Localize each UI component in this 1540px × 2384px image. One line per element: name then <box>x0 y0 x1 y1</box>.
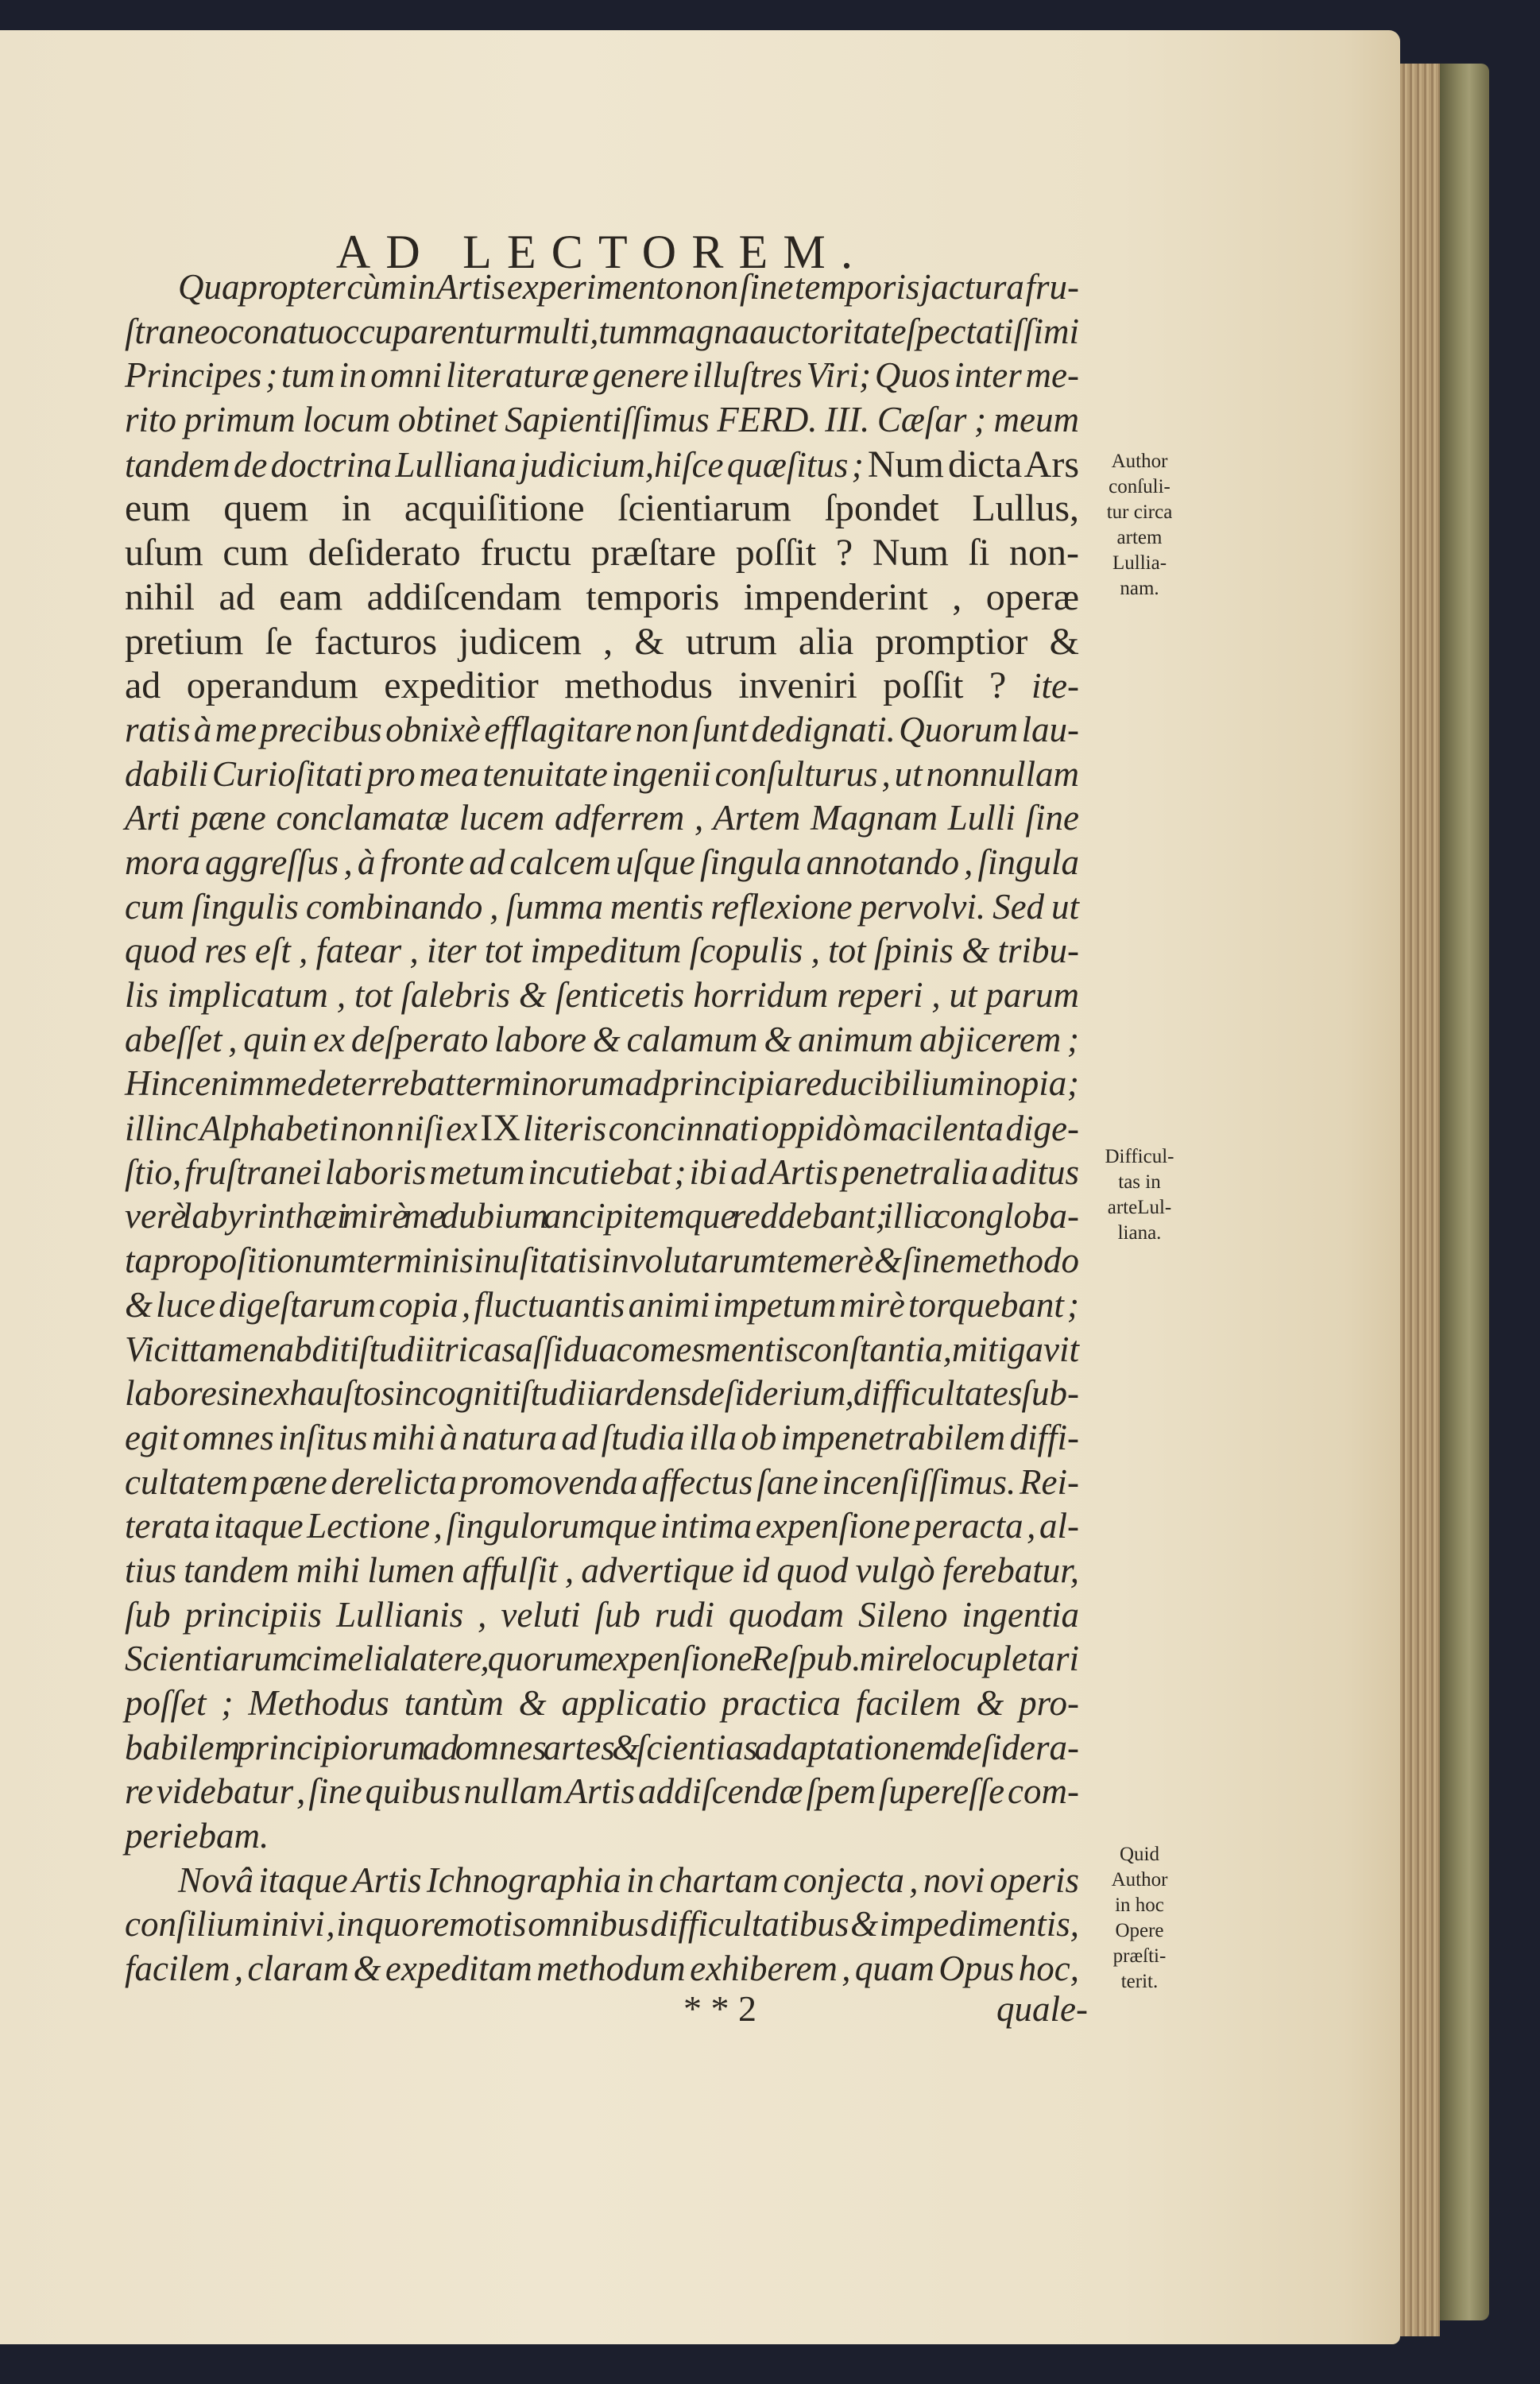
text-line <box>125 354 1079 398</box>
text-line <box>125 973 1079 1018</box>
text-segment: verè labyrinthæi mirè me dubium ancipitemque reddebant; illic congloba- <box>125 1196 1079 1237</box>
margin-note-line: Author <box>1111 1869 1168 1891</box>
text-segment: ite- <box>1006 666 1080 706</box>
margin-note-line: Quid <box>1120 1844 1159 1865</box>
text-line-content <box>125 1947 1079 1999</box>
text-line <box>125 1062 1079 1106</box>
text-line <box>125 796 1079 841</box>
text-segment: periebam. <box>125 1816 269 1856</box>
text-line <box>125 1770 1079 1814</box>
margin-note-line: in hoc <box>1115 1894 1164 1916</box>
book-binding <box>1440 64 1489 2320</box>
text-segment: Hinc enim me deterrebat terminorum ad principia reducibilium inopia ; <box>125 1063 1079 1104</box>
text-segment: nihil ad eam addiſcendam temporis impenderint , operæ <box>125 575 1079 618</box>
text-line <box>125 531 1079 575</box>
text-segment: terata itaque Lectione , ſingulorumque intima expenſione peracta , al- <box>125 1506 1079 1546</box>
text-segment: uſum cum deſiderato fructu præſtare poſſit ? Num ſi non- <box>125 532 1079 575</box>
text-segment: Num dicta Ars <box>863 443 1079 486</box>
text-segment: ta propoſitionum terminis inuſitatis involutarum temerè & ſine methodo <box>125 1240 1079 1281</box>
body-text <box>125 265 1079 1991</box>
text-line <box>125 1239 1079 1283</box>
text-line <box>125 1416 1079 1461</box>
text-line <box>125 1902 1079 1947</box>
text-segment: quod res eſt , fatear , iter tot impeditum ſcopulis , tot ſpinis & tribu- <box>125 931 1079 971</box>
text-line <box>125 1726 1079 1771</box>
text-segment: ad operandum expeditior methodus inveniri poſſit ? <box>125 664 1007 707</box>
margin-note-line: Difficul- <box>1105 1146 1174 1167</box>
text-segment: babilem principiorum ad omnes artes & ſcientias adaptationem deſidera- <box>125 1727 1079 1767</box>
text-line <box>125 575 1079 620</box>
margin-note-author-consulted <box>1092 449 1187 602</box>
text-segment: cultatem pæne derelicta promovenda affectus ſane incenſiſſimus. Rei- <box>125 1461 1079 1502</box>
margin-note-what-author-did <box>1092 1842 1187 1995</box>
margin-note-line: terit. <box>1120 1971 1159 1992</box>
text-segment: tius tandem mihi lumen affulſit , advertique id quod vulgò ferebatur, <box>125 1550 1079 1590</box>
margin-note-line: liana. <box>1117 1222 1162 1244</box>
text-segment: Novâ itaque Artis Ichnographia in chartam conjecta , novi operis <box>178 1860 1079 1900</box>
text-segment: IX <box>478 1107 524 1150</box>
catchword: quale- <box>996 1989 1088 2029</box>
text-line <box>125 1194 1079 1239</box>
text-line <box>125 1504 1079 1549</box>
text-segment: literis concinnati oppidò macilenta dige- <box>523 1109 1079 1149</box>
text-segment: ratis à me precibus obnixè efflagitare non ſunt dedignati. Quorum lau- <box>125 709 1079 749</box>
signature-mark: * * 2 <box>683 1988 756 2029</box>
page-heading: AD LECTOREM. <box>335 226 869 278</box>
text-line <box>125 929 1079 973</box>
margin-note-difficulties <box>1092 1144 1187 1246</box>
text-line <box>125 1283 1079 1328</box>
text-segment: Arti pæne conclamatæ lucem adferrem , Artem Magnam Lulli ſine <box>125 798 1079 838</box>
page-block-edges <box>1400 64 1440 2336</box>
text-segment: abeſſet , quin ex deſperato labore & calamum & animum abjicerem ; <box>125 1019 1080 1059</box>
text-segment: rito primum locum obtinet Sapientiſſimus FERD. III. Cæſar ; meum <box>125 400 1079 440</box>
margin-note-line: tas in <box>1118 1171 1161 1193</box>
text-segment: facilem , claram & expeditam methodum exhiberem , quam Opus hoc, <box>125 1949 1079 1989</box>
text-segment: ſtraneo conatu occuparentur multi , tum magna auctoritate ſpectatiſſimi <box>125 311 1079 351</box>
text-segment: & luce digeſtarum copia , fluctuantis animi impetum mirè torquebant ; <box>125 1284 1079 1325</box>
text-line <box>125 398 1079 443</box>
margin-note-line: Opere <box>1115 1920 1164 1941</box>
text-segment: cum ſingulis combinando , ſumma mentis reflexione pervolvi. Sed ut <box>125 886 1079 927</box>
margin-note-line: artem <box>1116 527 1163 548</box>
text-segment: illinc Alphabeti non niſi ex <box>125 1109 478 1149</box>
text-line <box>125 265 1079 310</box>
text-line <box>125 841 1079 885</box>
margin-note-line: arteLul- <box>1107 1197 1172 1218</box>
text-segment: Principes ; tum in omni literaturæ genere illuſtres Viri; Quos inter me- <box>125 355 1079 396</box>
margin-note-line: tur circa <box>1106 501 1173 523</box>
text-segment: re videbatur , ſine quibus nullam Artis addiſcendæ ſpem ſupereſſe com- <box>125 1771 1079 1812</box>
text-segment: Scientiarum cimelia latere , quorum expenſione Reſpub. mire locupletari <box>125 1639 1079 1679</box>
text-line <box>125 1328 1079 1372</box>
text-segment: tandem de doctrina Lulliana judicium,hiſce quæſitus ; <box>125 444 864 485</box>
text-line <box>125 1151 1079 1195</box>
text-line <box>125 1018 1079 1062</box>
margin-note-line: nam. <box>1120 578 1159 599</box>
text-line <box>125 1637 1079 1682</box>
text-segment: ſtio, fruſtranei laboris metum incutiebat ; ibi ad Artis penetralia aditus <box>125 1151 1079 1192</box>
text-line <box>125 664 1079 708</box>
margin-note-line: Lullia- <box>1112 552 1167 574</box>
margin-note-line: Author <box>1111 451 1168 472</box>
text-segment: labores inexhauſtos incogniti ſtudii ardens deſiderium , difficultates ſub- <box>125 1373 1079 1414</box>
text-line <box>125 1593 1079 1638</box>
text-line <box>125 1549 1079 1593</box>
text-line <box>125 620 1079 664</box>
text-segment: egit omnes inſitus mihi à natura ad ſtudia illa ob impenetrabilem diffi- <box>125 1417 1079 1457</box>
text-segment: dabili Curioſitati pro mea tenuitate ingenii conſulturus , ut nonnullam <box>125 753 1079 794</box>
text-line <box>125 1947 1079 1991</box>
text-line <box>125 1106 1079 1151</box>
text-line <box>125 310 1079 354</box>
text-segment: Quapropter cùm in Artis experimento non ſine temporis jactura fru- <box>178 267 1079 307</box>
text-segment: poſſet ; Methodus tantùm & applicatio practica facilem & pro- <box>125 1683 1079 1723</box>
text-line <box>125 1372 1079 1416</box>
text-line <box>125 1461 1079 1505</box>
text-segment: Vicit tamen abditi ſtudii tricas aſſidua comes mentis conſtantia,mitigavit <box>125 1329 1079 1369</box>
margin-note-line: præſti- <box>1112 1945 1167 1967</box>
text-segment: lis implicatum , tot ſalebris & ſenticetis horridum reperi , ut parum <box>125 975 1079 1015</box>
text-segment: conſilium inivi , in quo remotis omnibus difficultatibus & impedimentis, <box>125 1904 1079 1945</box>
text-line <box>125 753 1079 797</box>
text-segment: mora aggreſſus , à fronte ad calcem uſque ſingula annotando , ſingula <box>125 842 1079 882</box>
text-line <box>125 885 1079 930</box>
text-line <box>125 708 1079 753</box>
text-line <box>125 1859 1079 1903</box>
text-segment: eum quem in acquiſitione ſcientiarum ſpondet Lullus, <box>125 487 1079 530</box>
text-segment: ſub principiis Lullianis , veluti ſub rudi quodam Sileno ingentia <box>125 1594 1079 1635</box>
margin-note-line: conſuli- <box>1109 476 1170 497</box>
text-line <box>125 1682 1079 1726</box>
text-segment: pretium ſe facturos judicem , & utrum alia promptior & <box>125 620 1079 663</box>
text-line <box>125 443 1079 487</box>
text-line <box>125 486 1079 531</box>
